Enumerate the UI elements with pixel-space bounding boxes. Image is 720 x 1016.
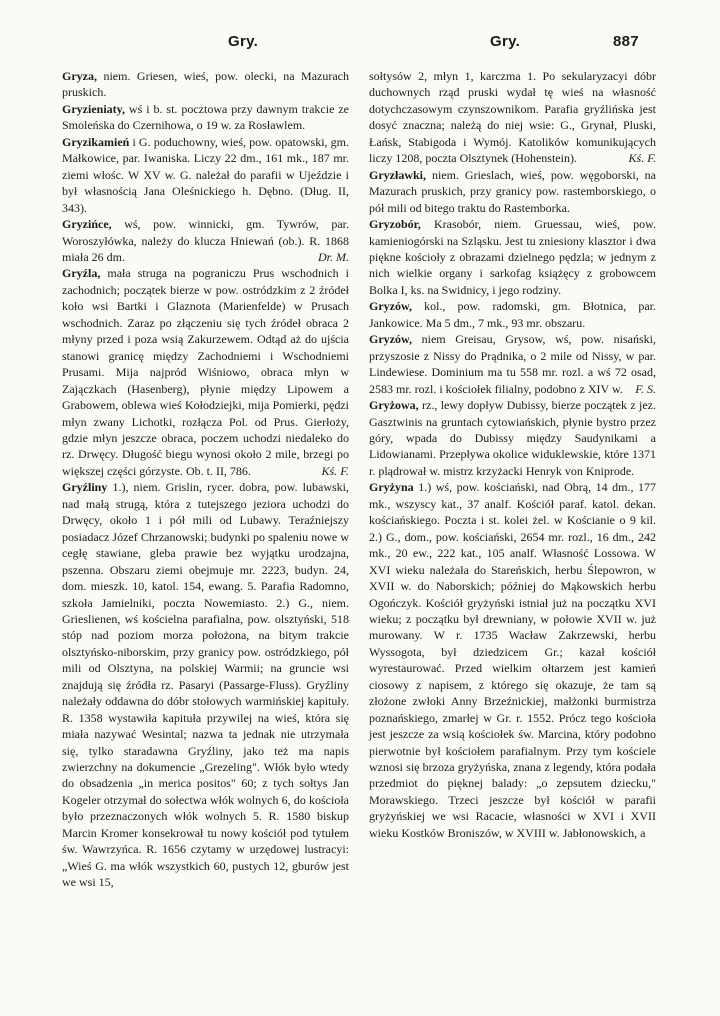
entry-text: i G. poduchowny, wieś, pow. opatowski, gm. Małkowice, par. Iwaniska. Liczy 22 dm., 161 mk., 187 mr. ziemi włośc. W XV w. G. należał do parafii w Ujeździe i był własnością Jana Oleśnickiego h. Dębno. (Dług. II, 343). xyxy=(62,134,349,215)
dictionary-entry xyxy=(62,68,349,101)
entry-headword: Gryzieniaty, xyxy=(62,101,125,116)
entry-signature: F. S. xyxy=(635,381,656,396)
entry-headword: Gryzów, xyxy=(369,299,412,314)
left-column xyxy=(62,68,349,891)
entry-headword: Gryźliny xyxy=(62,480,108,495)
entry-headword: Gryzławki, xyxy=(369,167,426,182)
page-number: 887 xyxy=(613,33,639,50)
entry-signature: Kś. F. xyxy=(628,151,656,166)
dictionary-entry xyxy=(369,216,656,298)
running-head-left: Gry. xyxy=(228,33,259,50)
entry-headword: Gryzińce, xyxy=(62,217,112,232)
entry-text: sołtysów 2, młyn 1, karczma 1. Po sekularyzacyi dóbr duchownych rząd pruski wydał tę wieś na własność dotychczasowym czynszownikom. Parafia gryźlińska jest dosyć znaczna; należą do niej wsie: G., Grynał, Pluski, Łańsk, Stabigoda i Wymój. Katolików komunikujących liczy 1208, poczta Olsztynek (Hohenstein). xyxy=(369,69,656,166)
entry-signature: Kś. F. xyxy=(321,463,349,478)
dictionary-entry xyxy=(62,216,349,265)
entry-text: 1.) wś, pow. kościański, nad Obrą, 14 dm., 177 mk., wszyscy kat., 37 analf. Kościół paraf. katol. dekan. kościańskiego. Poczta i st. kolei żel. w Kościanie o 9 kil. 2.) G., dom., pow. kościański, 2654 mr. rozl., 16 dm., 242 mk., 20 ew., 222 kat., 105 analf. Własność Lossowa. W XVI wieku należała do Stareńskich, herbu Ślepowron, w XVII w. do Naborskich; później do Mąkowskich herbu Ogończyk. Kościół gryżyński istniał już na początku XVI wieku; z początku był drewniany, w połowie XVII w. już murowany. W r. 1735 Wacław Zakrzewski, herbu Wyssogota, był dziedzicem Gr.; kazał kościół wyrestaurować. Przed wielkim ołtarzem jest kamień ciosowy z napisem, z którego się okazuje, że tam są złożone zwłoki Anny Brzeźnickiej, małżonki burmistrza poznańskiego, zmarłej w Gr. r. 1552. Prócz tego kościoła jest jeszcze za wsią kościołek św. Marcina, który podobno pierwotnie był kościołem parafialnym. Przy tym kościele wznosi się brzoza gryżyńska, znana z legendy, która podała przedmiot do pięknej balady: „o zepsutem dziecku," Morawskiego. Trzeci jeszcze był kościół w parafii gryżyńskiej we wsi Racacie, własności w XVI i XVII wieku Kostków Broniszów, w XVIII w. Jabłonowskich, a xyxy=(369,480,656,840)
entry-headword: Gryzów, xyxy=(369,332,412,347)
dictionary-entry xyxy=(62,101,349,134)
dictionary-entry xyxy=(369,68,656,167)
dictionary-entry xyxy=(369,167,656,216)
running-head-right: Gry. xyxy=(490,33,521,50)
dictionary-entry xyxy=(62,134,349,216)
entry-signature: Dr. M. xyxy=(317,249,349,264)
entry-text: mała struga na pograniczu Prus wschodnich i zachodnich; początek bierze w pow. ostródzkim z 2 źródeł koło wsi Bartki i Glaznota (Marienfelde) w Prusach wschodnich. Zaraz po złączeniu się tych źródeł obraca 2 młyny przed i poza wsią Zakurzewem. Odtąd aż do ujścia stanowi granicę między Zachodniemi i Wschodniemi Prusami. Mija najpród Wiśniowo, obraca młyn w Zajączkach (Hasenberg), płynie między Lipowem a Grabowem, oblewa wieś Kołodziejki, mija Pomierki, pędzi młyn zwany Lichotki, rozłącza Pol. od Prus. Gierłoży, gdzie młyn jeszcze obraca, poczem uchodzi niedaleko do rz. Drwęcy. Długość biegu wynosi około 2 mile, brzegi po większej części górzyste. Ob. t. II, 786. xyxy=(62,266,349,478)
entry-headword: Gryzobór, xyxy=(369,217,421,232)
entry-headword: Gryżyna xyxy=(369,480,414,495)
entry-headword: Gryzikamień xyxy=(62,134,130,149)
dictionary-entry xyxy=(369,331,656,397)
entry-text: kol., pow. radomski, gm. Błotnica, par. Jankowice. Ma 5 dm., 7 mk., 93 mr. obszaru. xyxy=(369,299,656,330)
dictionary-entry xyxy=(62,265,349,479)
entry-text: niem Greisau, Grysow, wś, pow. nisański, przyszosie z Nissy do Prądnika, o 2 mile od Nissy, w par. Lindewiese. Dominium ma tu 558 mr. rozl. a wś 72 osad, 2583 mr. rozl. i kościołek filialny, podobno z XIV w. xyxy=(369,332,656,396)
entry-text: wś, pow. winnicki, gm. Tywrów, par. Woroszyłówka, należy do klucza Hniewań (ob.). R. 1868 miała 26 dm. xyxy=(62,217,349,264)
dictionary-entry xyxy=(369,298,656,331)
entry-text: niem. Griesen, wieś, pow. olecki, na Mazurach pruskich. xyxy=(62,69,349,100)
entry-text: wś i b. st. pocztowa przy dawnym trakcie ze Smoleńska do Czernihowa, o 19 w. za Rosławlem. xyxy=(62,101,349,133)
entry-text: Krasobór, niem. Gruessau, wieś, pow. kamieniogórski na Szląsku. Jest tu zniesiony klasztor i dwa piękne kościoły z obrazami dzielnego pędzla; w jednym z nich wielkie organy i sarkofag książęcy z grobowcem Bolka I, ks. na Swidnicy, i jego rodziny. xyxy=(369,217,656,297)
entry-text: rz., lewy dopływ Dubissy, bierze początek z jez. Gasztwinis na gruntach cytowiańskich, płynie bystro przez góry, wpada do Dubissy między Saudynikami a Lidowianami. Przepływa okolice widuklewskie, które 1371 r. plądrował w. mistrz krzyżacki Henryk von Kniprode. xyxy=(369,398,656,478)
entry-headword: Gryza, xyxy=(62,69,97,83)
dictionary-entry xyxy=(62,479,349,890)
dictionary-entry xyxy=(369,479,656,841)
right-column xyxy=(369,68,656,841)
entry-headword: Gryźla, xyxy=(62,266,101,281)
entry-headword: Gryżowa, xyxy=(369,398,419,413)
dictionary-entry xyxy=(369,397,656,479)
entry-text: niem. Grieslach, wieś, pow. węgoborski, na Mazurach pruskich, przy granicy pow. rastemborskiego, o pół mili od bitego traktu do Rastemborka. xyxy=(369,167,656,215)
entry-text: 1.), niem. Grislin, rycer. dobra, pow. lubawski, nad małą strugą, która z tutejszego jeziora uchodzi do Drwęcy, około 1 i pół mili od Lubawy. Teraźniejszy posiadacz Józef Chrzanowski; budynki po spaleniu nowe w cegłę stawiane, gleba prawie bez wyjątku urodzajna, pszenna. Obszaru ziemi obejmuje mr. 2223, budyn. 24, dom. mieszk. 10, katol. 154, ewang. 5. Parafia Radomno, szkoła Jamielniki, poczta Nowemiasto. 2.) G., niem. Grieslienen, wś kościelna parafialna, pow. olsztyński, 518 stóp nad poziom morza położona, na bitym trakcie olsztyńsko-niborskim, przy granicy pow. ostródzkiego, pół mili od Olsztyna, na polskiej Warmii; na gruncie wsi znajdują się źródła rz. Pasaryi (Passarge-Fluss). Gryźliny należały oddawna do dóbr stołowych warmińskiej kapituły. R. 1358 wystawiła kapituła przywilej na wieś, która się miała nazywać Wesintal; nazwa ta jednak nie utrzymała się, tylko staradawna Gryźliny, jako też ma napis zwierzchny na dokumencie „Grezeling". Włók było wtedy do obsadzenia „in merica positos" 60; z tych sołtys Jan Kogeler otrzymał do sołectwa włók wolnych 6, do kościoła było przeznaczonych włók wolnych 5. R. 1580 biskup Marcin Kromer konsekrował tu nowy kościół pod tytułem św. Wawrzyńca. R. 1656 czytamy w urzędowej lustracyi: „Wieś G. ma włók wszystkich 60, pustych 12, gburów jest we wsi 15, xyxy=(62,480,349,890)
